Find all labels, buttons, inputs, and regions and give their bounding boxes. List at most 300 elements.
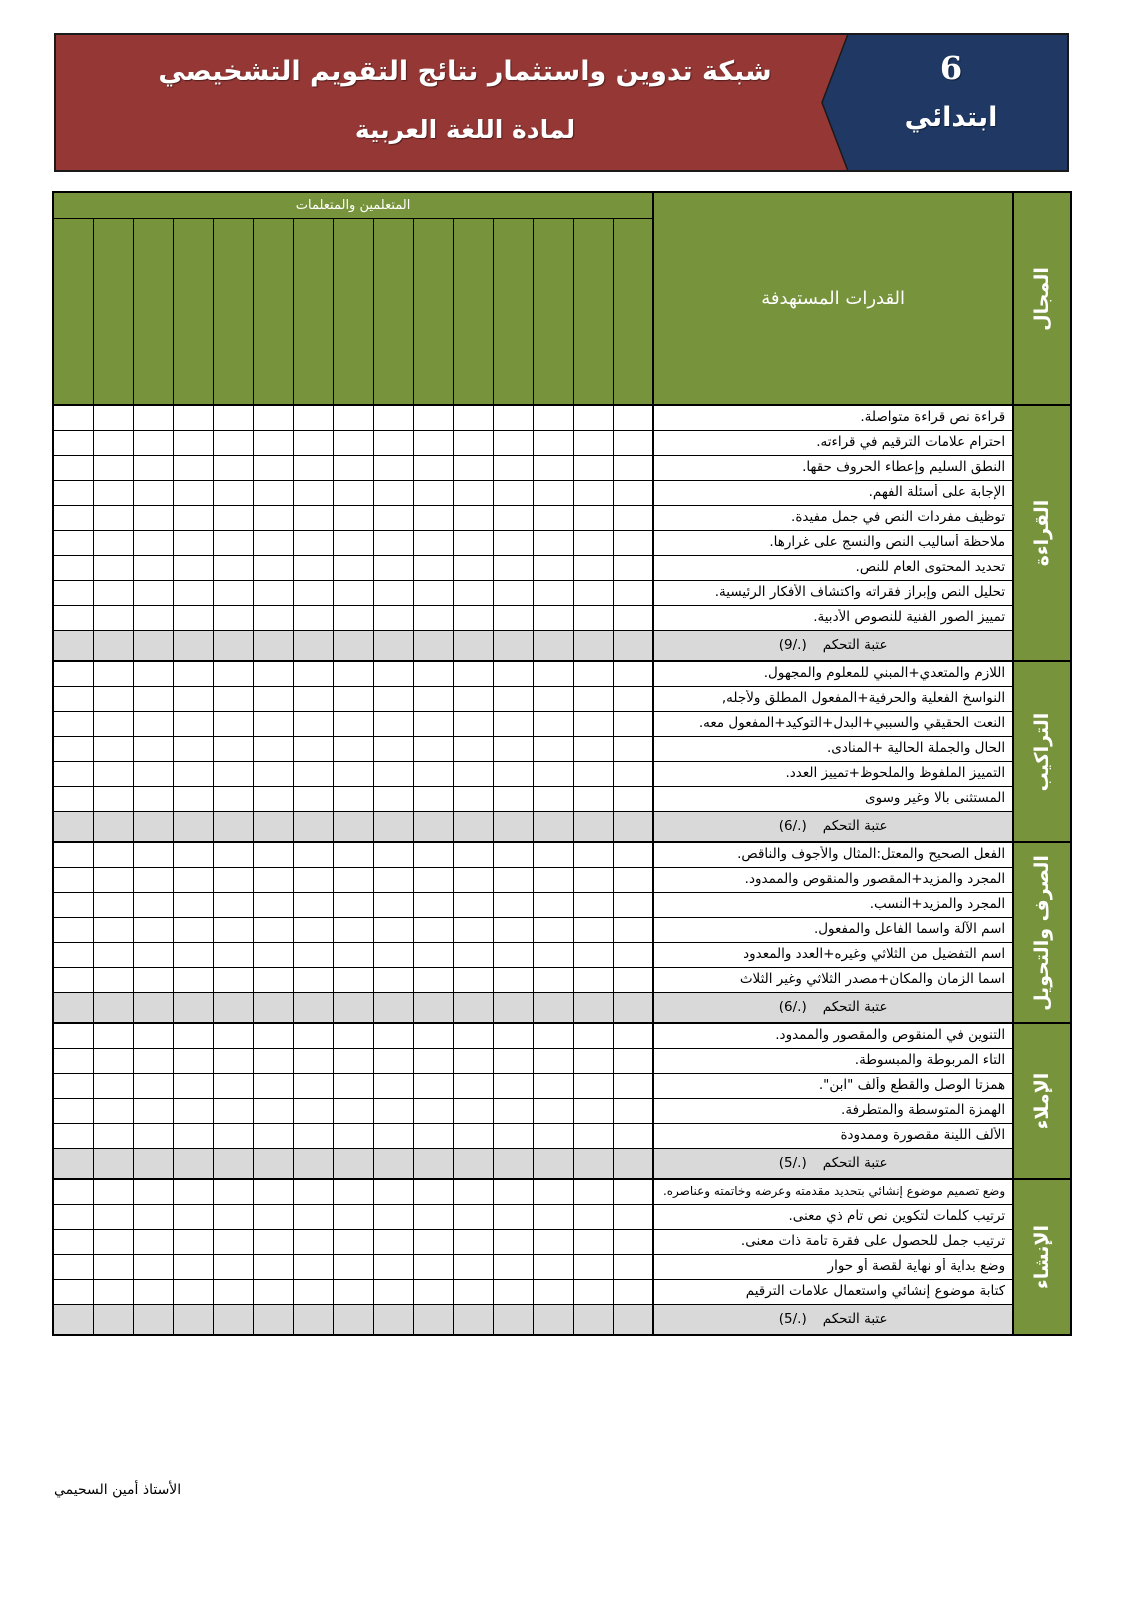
learner-cell [253, 1254, 293, 1279]
learner-cell [493, 1304, 533, 1335]
learner-cell [293, 711, 333, 736]
capability-row [53, 686, 1071, 711]
capability-cell [653, 605, 1013, 630]
learner-cell [293, 630, 333, 661]
domain-label: التراكيب [1031, 712, 1054, 791]
learner-cell [173, 967, 213, 992]
learner-cell [573, 942, 613, 967]
learner-cell [453, 917, 493, 942]
learner-cell [533, 661, 573, 686]
capability-row [53, 1098, 1071, 1123]
learner-cell [533, 1179, 573, 1204]
learner-cell [493, 455, 533, 480]
learner-cell [493, 1123, 533, 1148]
capabilities-header: القدرات المستهدفة [761, 288, 906, 309]
learner-cell [93, 455, 133, 480]
learner-cell [253, 811, 293, 842]
learner-cell [413, 430, 453, 455]
learner-cell [93, 605, 133, 630]
learner-cell [613, 430, 653, 455]
learner-cell [93, 942, 133, 967]
learner-cell [133, 992, 173, 1023]
learner-cell [133, 711, 173, 736]
learner-cell [53, 736, 93, 761]
learner-cell [413, 736, 453, 761]
learner-cell [93, 1179, 133, 1204]
learner-cell [133, 867, 173, 892]
learner-cell [493, 1204, 533, 1229]
learner-cell [53, 661, 93, 686]
learner-cell [53, 1073, 93, 1098]
learner-cell [293, 430, 333, 455]
learner-cell [253, 661, 293, 686]
learner-cell [93, 992, 133, 1023]
learner-cell [173, 842, 213, 867]
learner-cell [333, 1204, 373, 1229]
learner-cell [533, 992, 573, 1023]
capability-row [53, 455, 1071, 480]
learner-cell [173, 1123, 213, 1148]
learner-cell [253, 530, 293, 555]
learner-cell [413, 686, 453, 711]
learner-cell [333, 1229, 373, 1254]
learner-cell [413, 530, 453, 555]
learner-cell [453, 1204, 493, 1229]
threshold-value: (5/.) [778, 1155, 807, 1172]
capability-text: همزتا الوصل والقطع وألف "ابن". [818, 1077, 1006, 1093]
learner-cell [373, 505, 413, 530]
learner-cell [53, 1229, 93, 1254]
learner-cell [453, 686, 493, 711]
learner-cell [533, 1254, 573, 1279]
learner-cell [373, 992, 413, 1023]
learner-cell [453, 992, 493, 1023]
learner-cell [533, 1023, 573, 1048]
learner-cell [333, 1279, 373, 1304]
learner-cell [453, 1304, 493, 1335]
learner-cell [413, 1304, 453, 1335]
learner-cell [493, 1279, 533, 1304]
learner-cell [213, 1229, 253, 1254]
learner-cell [413, 580, 453, 605]
learner-cell [333, 1123, 373, 1148]
learner-cell [173, 917, 213, 942]
learner-cell [413, 711, 453, 736]
threshold-cell [653, 811, 1013, 842]
capability-row [53, 1204, 1071, 1229]
threshold-value: (5/.) [778, 1311, 807, 1328]
learner-cell [173, 942, 213, 967]
learner-cell [533, 1073, 573, 1098]
learner-cell [133, 1148, 173, 1179]
learner-cell [213, 455, 253, 480]
learner-cell [133, 405, 173, 430]
learner-cell [253, 711, 293, 736]
learner-cell [93, 867, 133, 892]
learner-cell [133, 736, 173, 761]
learner-cell [53, 867, 93, 892]
learner-cell [453, 1148, 493, 1179]
learner-cell [413, 455, 453, 480]
learner-cell [213, 430, 253, 455]
learner-cell [373, 1254, 413, 1279]
learner-cell [53, 892, 93, 917]
learner-cell [613, 736, 653, 761]
learner-cell [93, 967, 133, 992]
learner-cell [613, 967, 653, 992]
learner-cell [493, 1179, 533, 1204]
threshold-label: عتبة التحكم [822, 1155, 888, 1172]
learner-cell [293, 736, 333, 761]
learner-cell [533, 530, 573, 555]
learner-name-cell [53, 218, 93, 405]
threshold-cell [653, 1148, 1013, 1179]
learner-cell [93, 1279, 133, 1304]
learner-cell [613, 1148, 653, 1179]
learner-cell [613, 1254, 653, 1279]
learner-cell [533, 917, 573, 942]
learner-cell [133, 1229, 173, 1254]
capability-text: النعت الحقيقي والسببي+البدل+التوكيد+المفعول معه. [698, 715, 1006, 731]
learner-cell [533, 1148, 573, 1179]
learner-cell [93, 430, 133, 455]
learner-name-cell [173, 218, 213, 405]
learner-cell [413, 1204, 453, 1229]
learner-cell [573, 686, 613, 711]
learner-cell [213, 630, 253, 661]
learner-cell [453, 942, 493, 967]
learner-cell [533, 1048, 573, 1073]
learner-cell [253, 555, 293, 580]
learner-cell [173, 480, 213, 505]
learner-cell [173, 1204, 213, 1229]
learner-cell [453, 1229, 493, 1254]
learner-cell [133, 430, 173, 455]
learner-cell [133, 786, 173, 811]
learner-cell [213, 405, 253, 430]
learner-cell [133, 580, 173, 605]
learner-cell [373, 736, 413, 761]
learner-cell [133, 1279, 173, 1304]
capability-cell [653, 1073, 1013, 1098]
domain-cell [1013, 661, 1071, 842]
learner-cell [173, 505, 213, 530]
learner-cell [173, 1098, 213, 1123]
capability-text: تحليل النص وإبراز فقراته واكتشاف الأفكار الرئيسية. [714, 584, 1006, 600]
capability-row [53, 530, 1071, 555]
learner-cell [173, 686, 213, 711]
learner-cell [333, 555, 373, 580]
learner-cell [93, 580, 133, 605]
learner-cell [573, 1073, 613, 1098]
learner-cell [453, 892, 493, 917]
learner-cell [493, 892, 533, 917]
learner-cell [373, 942, 413, 967]
learner-cell [613, 1304, 653, 1335]
learner-cell [613, 480, 653, 505]
learner-cell [333, 942, 373, 967]
learner-cell [573, 711, 613, 736]
learner-cell [53, 630, 93, 661]
capability-text: النطق السليم وإعطاء الحروف حقها. [802, 459, 1006, 475]
threshold-row [53, 1148, 1071, 1179]
learner-cell [53, 530, 93, 555]
learner-cell [333, 892, 373, 917]
capability-row [53, 892, 1071, 917]
learner-cell [373, 1023, 413, 1048]
learner-cell [213, 992, 253, 1023]
learner-cell [293, 455, 333, 480]
learner-cell [293, 1098, 333, 1123]
learner-cell [133, 1123, 173, 1148]
learner-cell [293, 1254, 333, 1279]
learner-cell [53, 1023, 93, 1048]
learner-cell [93, 811, 133, 842]
learner-cell [53, 1204, 93, 1229]
learner-cell [453, 661, 493, 686]
learner-cell [333, 505, 373, 530]
threshold-cell [653, 992, 1013, 1023]
learner-cell [533, 1279, 573, 1304]
capability-text: الهمزة المتوسطة والمتطرفة. [841, 1102, 1006, 1118]
threshold-value: (9/.) [778, 637, 807, 654]
grid-body [53, 405, 1071, 1335]
learner-cell [293, 405, 333, 430]
learner-cell [253, 630, 293, 661]
learner-cell [573, 1204, 613, 1229]
learner-cell [453, 1098, 493, 1123]
learner-cell [373, 761, 413, 786]
learner-cell [613, 555, 653, 580]
learner-cell [173, 1304, 213, 1335]
learner-cell [493, 686, 533, 711]
learner-cell [253, 686, 293, 711]
learner-cell [573, 480, 613, 505]
learner-cell [493, 605, 533, 630]
learner-cell [93, 1048, 133, 1073]
learner-cell [413, 811, 453, 842]
learner-cell [493, 942, 533, 967]
learner-cell [533, 1229, 573, 1254]
learner-cell [613, 811, 653, 842]
learner-cell [93, 1098, 133, 1123]
learner-cell [213, 580, 253, 605]
learner-cell [293, 1123, 333, 1148]
learner-cell [293, 761, 333, 786]
learner-cell [373, 480, 413, 505]
learner-cell [573, 1254, 613, 1279]
learner-cell [533, 605, 573, 630]
learner-cell [413, 1254, 453, 1279]
threshold-cell [653, 630, 1013, 661]
learner-cell [53, 842, 93, 867]
learner-cell [533, 480, 573, 505]
capabilities-header-cell [653, 192, 1013, 405]
capability-cell [653, 1098, 1013, 1123]
learner-cell [293, 942, 333, 967]
learner-cell [613, 992, 653, 1023]
learner-cell [53, 942, 93, 967]
learner-cell [453, 1073, 493, 1098]
capability-text: اسما الزمان والمكان+مصدر الثلاثي وغير الثلاث [739, 971, 1006, 987]
learner-cell [253, 736, 293, 761]
learner-cell [173, 455, 213, 480]
learner-cell [453, 1123, 493, 1148]
capability-row [53, 605, 1071, 630]
learner-cell [213, 736, 253, 761]
capability-cell [653, 1279, 1013, 1304]
capability-text: قراءة نص قراءة متواصلة. [860, 409, 1006, 426]
learner-cell [53, 686, 93, 711]
learner-cell [93, 1073, 133, 1098]
domain-cell [1013, 842, 1071, 1023]
learner-cell [173, 811, 213, 842]
capability-row [53, 1023, 1071, 1048]
learner-cell [373, 711, 413, 736]
learner-cell [333, 455, 373, 480]
learner-cell [93, 711, 133, 736]
learner-cell [533, 1123, 573, 1148]
learner-cell [293, 1179, 333, 1204]
capability-row [53, 480, 1071, 505]
learner-cell [173, 580, 213, 605]
learner-cell [173, 761, 213, 786]
learner-cell [133, 455, 173, 480]
learner-cell [533, 1204, 573, 1229]
learner-cell [413, 555, 453, 580]
learner-cell [613, 455, 653, 480]
capability-cell [653, 942, 1013, 967]
grid-header [53, 192, 1071, 405]
capability-text: احترام علامات الترقيم في قراءته. [816, 434, 1006, 450]
learner-cell [533, 867, 573, 892]
learner-cell [533, 405, 573, 430]
learner-cell [213, 761, 253, 786]
learner-cell [493, 1023, 533, 1048]
learner-cell [93, 761, 133, 786]
learner-cell [453, 605, 493, 630]
learner-cell [333, 867, 373, 892]
capability-cell [653, 917, 1013, 942]
learner-cell [533, 736, 573, 761]
learner-cell [333, 1254, 373, 1279]
learner-cell [613, 405, 653, 430]
learner-cell [213, 917, 253, 942]
learner-name-cell [133, 218, 173, 405]
learner-cell [93, 1023, 133, 1048]
capability-row [53, 661, 1071, 686]
learner-cell [613, 867, 653, 892]
learner-cell [133, 1204, 173, 1229]
learner-cell [213, 1254, 253, 1279]
learner-cell [413, 1073, 453, 1098]
domain-header-cell [1013, 192, 1071, 405]
learner-cell [613, 1023, 653, 1048]
learner-cell [53, 711, 93, 736]
learner-cell [573, 530, 613, 555]
learner-cell [613, 505, 653, 530]
learner-cell [53, 405, 93, 430]
capability-cell [653, 1179, 1013, 1204]
learner-cell [413, 505, 453, 530]
learner-cell [253, 992, 293, 1023]
learner-cell [373, 1229, 413, 1254]
learner-cell [613, 1098, 653, 1123]
learner-cell [133, 530, 173, 555]
learner-cell [93, 555, 133, 580]
learner-name-cell [213, 218, 253, 405]
learner-cell [453, 555, 493, 580]
learner-cell [333, 811, 373, 842]
learner-cell [253, 1098, 293, 1123]
learner-cell [533, 630, 573, 661]
learner-cell [293, 580, 333, 605]
learner-cell [493, 967, 533, 992]
capability-cell [653, 1123, 1013, 1148]
grid-header-row [53, 192, 1071, 218]
learner-cell [573, 1023, 613, 1048]
learner-cell [293, 842, 333, 867]
learner-cell [53, 786, 93, 811]
learner-cell [93, 1229, 133, 1254]
learner-cell [293, 786, 333, 811]
learner-cell [133, 917, 173, 942]
learner-cell [53, 1179, 93, 1204]
learner-cell [493, 630, 533, 661]
learner-cell [333, 736, 373, 761]
threshold-cell [653, 1304, 1013, 1335]
learner-cell [453, 1023, 493, 1048]
learner-cell [333, 761, 373, 786]
learner-cell [213, 867, 253, 892]
grade-level: ابتدائي [904, 102, 998, 133]
learner-cell [533, 786, 573, 811]
learner-cell [253, 761, 293, 786]
learner-cell [573, 405, 613, 430]
capability-cell [653, 1048, 1013, 1073]
learner-cell [453, 1179, 493, 1204]
learner-cell [533, 711, 573, 736]
learner-cell [293, 967, 333, 992]
learner-cell [573, 1123, 613, 1148]
learner-cell [493, 786, 533, 811]
learner-cell [213, 1279, 253, 1304]
learner-cell [413, 1023, 453, 1048]
domain-label: الإنشاء [1031, 1225, 1054, 1289]
learner-cell [613, 786, 653, 811]
learner-cell [53, 605, 93, 630]
capability-text: ترتيب كلمات لتكوين نص تام ذي معنى. [788, 1208, 1006, 1224]
capability-text: تحديد المحتوى العام للنص. [855, 559, 1006, 575]
learner-cell [493, 555, 533, 580]
learner-cell [253, 967, 293, 992]
learner-cell [413, 1229, 453, 1254]
learner-cell [173, 1048, 213, 1073]
learner-cell [373, 1279, 413, 1304]
learner-cell [573, 555, 613, 580]
learner-cell [453, 867, 493, 892]
learner-cell [253, 1204, 293, 1229]
learner-name-cell [333, 218, 373, 405]
learner-cell [293, 992, 333, 1023]
learner-cell [493, 811, 533, 842]
learner-cell [413, 1048, 453, 1073]
capability-cell [653, 736, 1013, 761]
capability-text: تمييز الصور الفنية للنصوص الأدبية. [813, 609, 1006, 625]
learner-cell [173, 736, 213, 761]
learner-cell [53, 555, 93, 580]
learner-cell [413, 761, 453, 786]
